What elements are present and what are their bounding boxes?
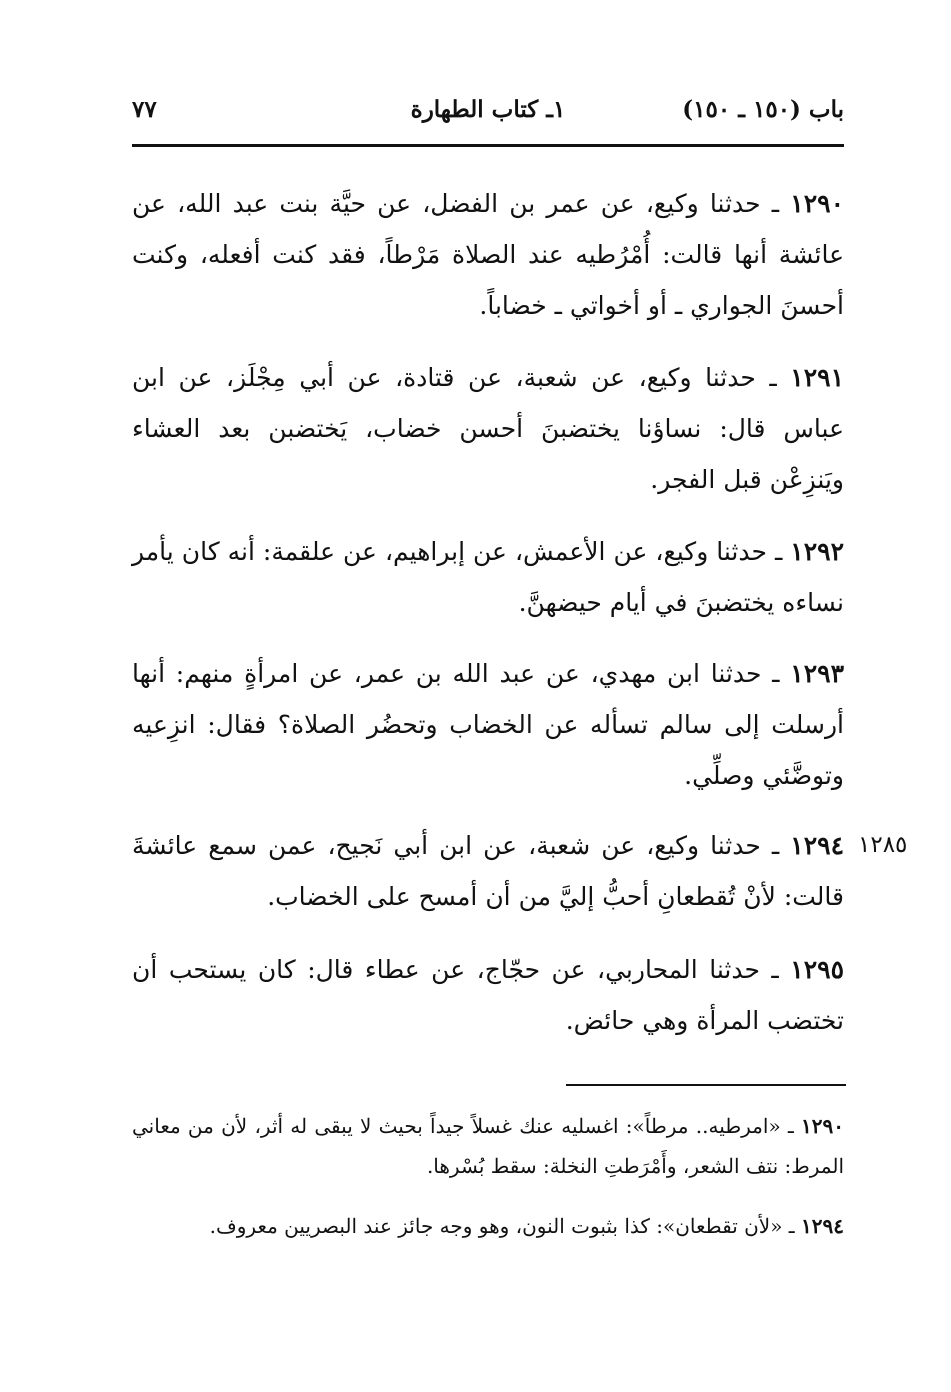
chapter-title: باب (١٥٠ ـ ١٥٠) — [682, 96, 844, 123]
hadith-number: ١٢٩٥ — [790, 955, 844, 984]
hadith-number: ١٢٩٤ — [790, 831, 845, 860]
hadith-text: ـ حدثنا ابن مهدي، عن عبد الله بن عمر، عن امرأةٍ منهم: أنها أرسلت إلى سالم تسأله عن الخضاب وتحضُر الصلاة؟ فقال: انزِعيه وتوضَّئي وصلِّي. — [132, 659, 844, 790]
hadith-number: ١٢٩١ — [790, 363, 844, 392]
margin-reference-number: ١٢٨٥ — [858, 832, 908, 858]
footnote — [132, 1106, 844, 1186]
hadith-entry — [132, 352, 844, 505]
hadith-entry — [132, 178, 844, 331]
hadith-text: ـ حدثنا وكيع، عن الأعمش، عن إبراهيم، عن علقمة: أنه كان يأمر نساءه يختضبنَ في أيام حيضهنَّ. — [132, 537, 844, 617]
book-title: ١ـ كتاب الطهارة — [410, 96, 566, 123]
hadith-number: ١٢٩٢ — [790, 537, 844, 566]
hadith-number: ١٢٩٠ — [790, 189, 844, 218]
footnote-divider — [566, 1084, 846, 1086]
footnote-text: ـ «امرطيه.. مرطاً»: اغسليه عنك غسلاً جيداً بحيث لا يبقى له أثر، لأن من معاني المرط: نتف الشعر، وأَمْرَطتِ النخلة: سقط بُسْرها. — [132, 1114, 844, 1178]
footnote-number: ١٢٩٤ — [801, 1214, 844, 1238]
footnote-number: ١٢٩٠ — [801, 1114, 845, 1138]
hadith-text: ـ حدثنا وكيع، عن عمر بن الفضل، عن حيَّة بنت عبد الله، عن عائشة أنها قالت: أُمْرُطيه عند الصلاة مَرْطاً، فقد كنت أفعله، وكنت أحسنَ الجواري ـ أو أخواتي ـ خضاباً. — [132, 189, 844, 320]
page-number: ٧٧ — [132, 96, 157, 123]
hadith-entry — [132, 944, 844, 1046]
footnote — [132, 1206, 844, 1246]
hadith-text: ـ حدثنا وكيع، عن شعبة، عن ابن أبي نَجيح، عمن سمع عائشةَ قالت: لأنْ تُقطعانِ أحبُّ إليَّ من أن أمسح على الخضاب. — [132, 831, 844, 911]
hadith-text: ـ حدثنا وكيع، عن شعبة، عن قتادة، عن أبي مِجْلَز، عن ابن عباس قال: نساؤنا يختضبنَ أحسن خضاب، يَختضبن بعد العشاء ويَنزِعْن قبل الفجر. — [132, 363, 844, 494]
footnote-text: ـ «لأن تقطعان»: كذا بثبوت النون، وهو وجه جائز عند البصريين معروف. — [209, 1214, 795, 1238]
hadith-number: ١٢٩٣ — [790, 659, 845, 688]
hadith-text: ـ حدثنا المحاربي، عن حجّاج، عن عطاء قال: كان يستحب أن تختضب المرأة وهي حائض. — [132, 955, 844, 1035]
page-header — [132, 92, 844, 136]
hadith-entry — [132, 526, 844, 628]
hadith-entry — [132, 820, 844, 922]
header-divider — [132, 144, 844, 147]
hadith-entry — [132, 648, 844, 801]
